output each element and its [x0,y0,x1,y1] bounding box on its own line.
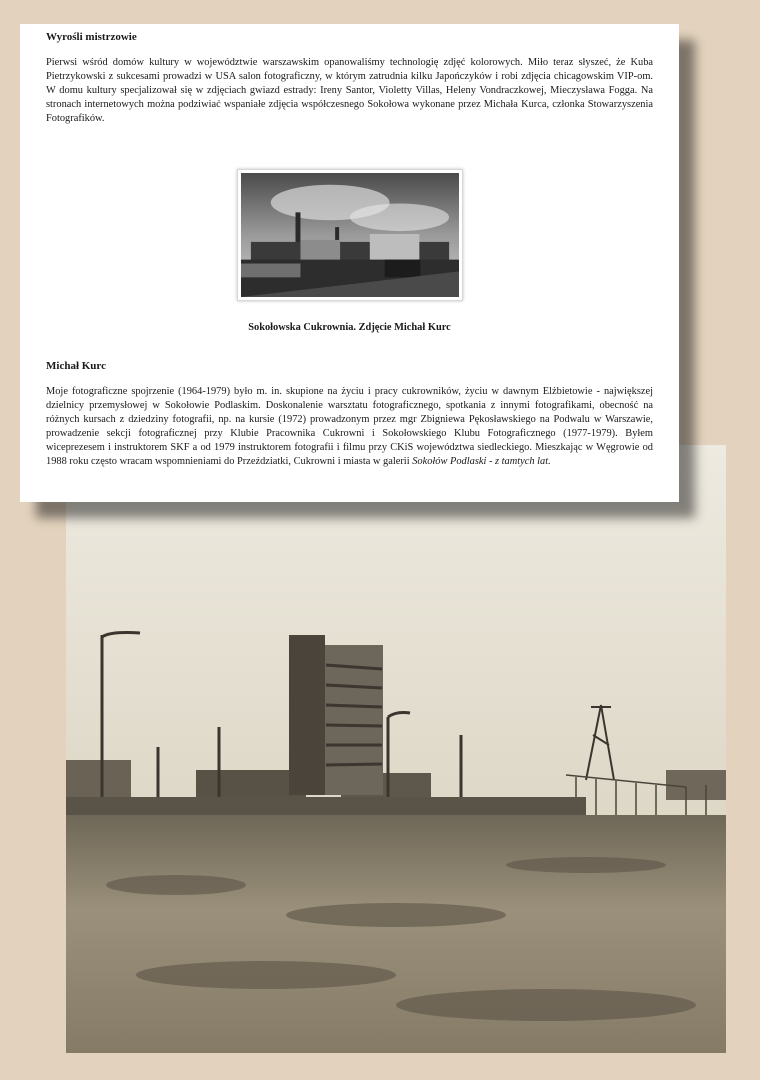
gallery-name: Sokołów Podlaski - z tamtych lat. [412,456,551,467]
background-photo [66,445,726,1053]
section-text-wyrosli-mistrzowie: Pierwsi wśród domów kultury w województwie warszawskim opanowaliśmy technologię zdjęć kolorowych. Miło teraz słyszeć, że Kuba Pietrzykowski z sukcesami prowadzi w USA salon fotograficzny, w którym zatrudnia kilku Japończyków i robi zdjęcia chicagowskim VIP-om. W domu kultury specjalizował się w zdjęciach gwiazd estrady: Ireny Santor, Violetty Villas, Heleny Vondraczkowej, Mieczysława Fogga. Na stronach internetowych można podziwiać wspaniałe zdjęcia współczesnego Sokołowa wykonane przez Michała Kurca, członka Stowarzyszenia Fotografików. [46,57,653,124]
sugar-factory-photo-image [241,173,459,297]
section-text-michal-kurc [46,385,653,469]
section-title-michal-kurc: Michał Kurc [46,360,106,372]
article-panel [20,24,679,502]
background-photo-image [66,445,726,1053]
photo-caption: Sokołowska Cukrownia. Zdjęcie Michał Kurc [248,322,451,333]
section-title-wyrosli-mistrzowie: Wyrośli mistrzowie [46,31,137,43]
biography-text: Moje fotograficzne spojrzenie (1964-1979) było m. in. skupione na życiu i pracy cukrowników, życiu w dawnym Elżbietowie - największej dzielnicy przemysłowej w Sokołowie Podlaskim. Doskonalenie warsztatu fotograficznego, spotkania z innymi fotografikami, obecność na różnych kursach z dziedziny fotografii, np. na kursie (1972) prowadzonym przez mgr Zbigniewa Pękosławskiego na Podwalu w Warszawie, prowadzenie sekcji fotograficznej przy Klubie Pracownika Cukrowni i Sokołowskiego Klubu Fotograficznego (1977-1979). Byłem wiceprezesem i instruktorem SKF a od 1979 instruktorem fotografii i filmu przy CKiS województwa siedleckiego. Mieszkając w Węgrowie od 1988 roku często wracam wspomnieniami do Przeździatki, Cukrowni i miasta w galerii [46,386,653,467]
sugar-factory-photo [237,169,463,301]
